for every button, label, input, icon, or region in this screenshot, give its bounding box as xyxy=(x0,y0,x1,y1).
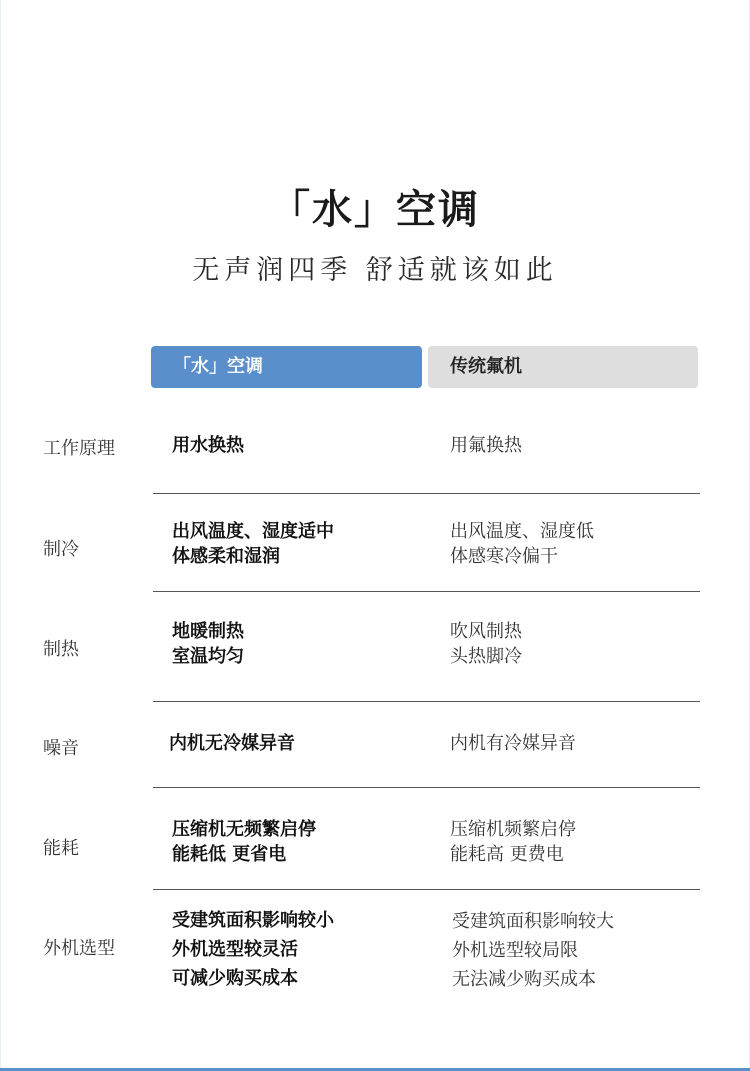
row-label: 能耗 xyxy=(43,838,79,859)
water-cell xyxy=(172,433,244,458)
column-header-freon-ac: 传统氟机 xyxy=(428,346,698,388)
water-cell-line: 出风温度、湿度适中 xyxy=(172,521,334,542)
freon-cell-line: 吹风制热 xyxy=(450,621,522,642)
row-divider xyxy=(153,591,700,592)
page-subtitle: 无声润四季 舒适就该如此 xyxy=(192,255,558,286)
page-title: 「水」空调 xyxy=(270,187,480,233)
freon-cell xyxy=(450,731,576,756)
freon-cell xyxy=(450,619,522,669)
freon-cell xyxy=(452,907,614,994)
freon-cell-line: 无法减少购买成本 xyxy=(452,969,596,990)
row-label: 外机选型 xyxy=(43,938,115,959)
freon-cell-line: 受建筑面积影响较大 xyxy=(452,911,614,932)
freon-cell-line: 外机选型较局限 xyxy=(452,940,578,961)
freon-cell xyxy=(450,433,522,458)
water-cell-line: 可减少购买成本 xyxy=(172,968,298,989)
column-header-water-ac: 「水」空调 xyxy=(151,346,422,388)
water-cell xyxy=(172,906,334,993)
row-label: 制热 xyxy=(43,639,79,660)
row-divider xyxy=(153,493,700,494)
water-cell xyxy=(172,619,244,669)
row-label: 噪音 xyxy=(43,738,79,759)
water-cell-line: 受建筑面积影响较小 xyxy=(172,910,334,931)
row-label: 制冷 xyxy=(43,539,79,560)
water-cell-line: 体感柔和湿润 xyxy=(172,546,280,567)
freon-cell-line: 压缩机频繁启停 xyxy=(450,819,576,840)
water-cell-line: 用水换热 xyxy=(172,435,244,456)
row-divider xyxy=(153,889,700,890)
water-cell xyxy=(172,519,334,569)
left-edge-line xyxy=(0,0,1,1071)
water-cell xyxy=(172,817,316,867)
water-cell-line: 压缩机无频繁启停 xyxy=(172,819,316,840)
water-cell-line: 内机无冷媒异音 xyxy=(169,733,295,754)
water-cell-line: 外机选型较灵活 xyxy=(172,939,298,960)
water-cell-line: 能耗低 更省电 xyxy=(172,844,287,865)
freon-cell-line: 头热脚冷 xyxy=(450,646,522,667)
freon-cell xyxy=(450,817,576,867)
water-cell-line: 地暖制热 xyxy=(172,621,244,642)
freon-cell xyxy=(450,519,594,569)
row-divider xyxy=(153,787,700,788)
row-label: 工作原理 xyxy=(43,438,115,459)
freon-cell-line: 能耗高 更费电 xyxy=(450,844,564,865)
water-cell xyxy=(169,731,295,756)
water-cell-line: 室温均匀 xyxy=(172,646,244,667)
freon-cell-line: 用氟换热 xyxy=(450,435,522,456)
freon-cell-line: 体感寒冷偏干 xyxy=(450,546,558,567)
row-divider xyxy=(153,701,700,702)
freon-cell-line: 内机有冷媒异音 xyxy=(450,733,576,754)
freon-cell-line: 出风温度、湿度低 xyxy=(450,521,594,542)
